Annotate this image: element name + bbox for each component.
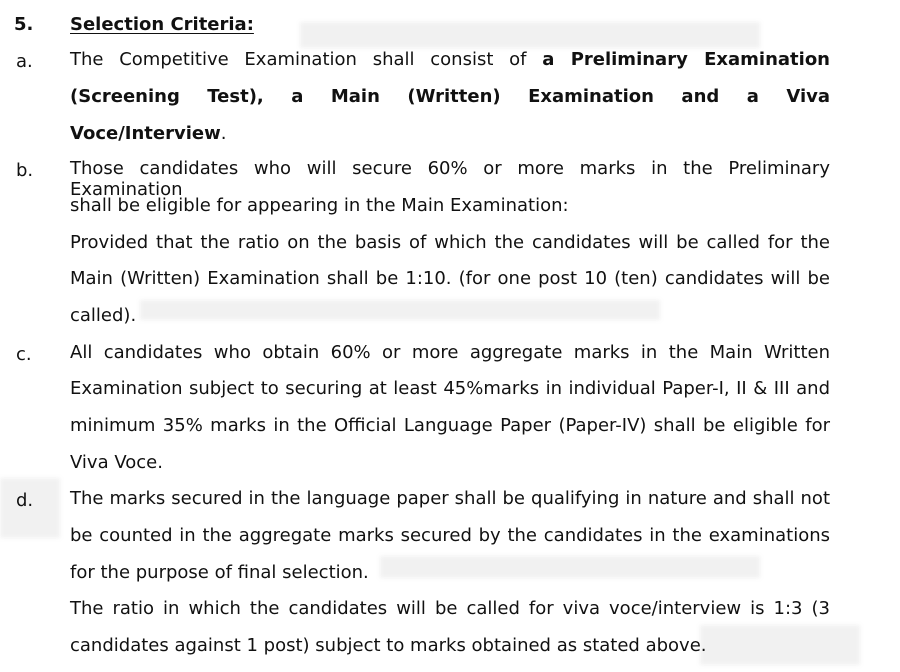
item-label-a: a. (16, 51, 33, 72)
paragraph-line: Provided that the ratio on the basis of which the candidates will be called for the (70, 232, 830, 253)
paragraph-line: Those candidates who will secure 60% or more marks in the Preliminary Examination (70, 158, 830, 200)
paragraph-line: shall be eligible for appearing in the Main Examination: (70, 195, 569, 216)
paragraph-line: All candidates who obtain 60% or more aggregate marks in the Main Written (70, 342, 830, 363)
paragraph-line: for the purpose of final selection. (70, 562, 369, 583)
scan-noise (140, 300, 660, 320)
paragraph-line: The Competitive Examination shall consist of a Preliminary Examination (70, 49, 830, 70)
paragraph-line: The ratio in which the candidates will be called for viva voce/interview is 1:3 (3 (70, 598, 830, 619)
paragraph-line: Examination subject to securing at least 45%marks in individual Paper-I, II & III and (70, 378, 830, 399)
section-heading: Selection Criteria: (70, 14, 254, 35)
paragraph-line: called). (70, 305, 137, 326)
paragraph-line: (Screening Test), a Main (Written) Examination and a Viva (70, 86, 830, 107)
paragraph-line: be counted in the aggregate marks secured by the candidates in the examinations (70, 525, 830, 546)
item-label-b: b. (16, 160, 34, 181)
item-label-c: c. (16, 344, 32, 365)
item-label-d: d. (16, 490, 34, 511)
paragraph-line: Main (Written) Examination shall be 1:10. (for one post 10 (ten) candidates will be (70, 268, 830, 289)
section-number: 5. (14, 14, 34, 35)
paragraph-line: minimum 35% marks in the Official Language Paper (Paper-IV) shall be eligible for (70, 415, 830, 436)
paragraph-line: The marks secured in the language paper shall be qualifying in nature and shall not (70, 488, 830, 509)
scan-noise (300, 22, 760, 48)
paragraph-line: Voce/Interview. (70, 123, 227, 144)
scan-noise (700, 625, 860, 665)
paragraph-line: Viva Voce. (70, 452, 163, 473)
scan-noise (380, 556, 760, 578)
paragraph-line: candidates against 1 post) subject to marks obtained as stated above. (70, 635, 707, 656)
